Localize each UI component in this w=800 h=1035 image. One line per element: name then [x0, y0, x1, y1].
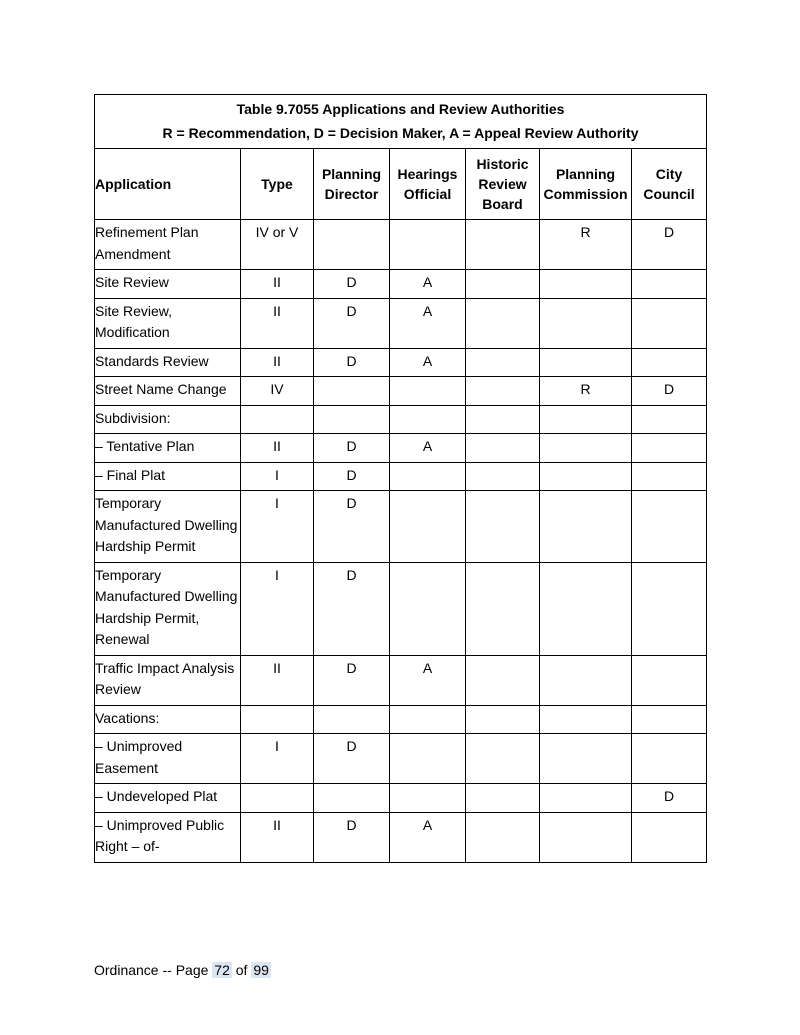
application-cell: Site Review, Modification [95, 298, 241, 348]
table-row [95, 270, 707, 299]
application-cell: – Unimproved Public Right – of- [95, 812, 241, 862]
hearings-official-cell [390, 220, 466, 270]
type-cell: II [241, 434, 314, 463]
historic-review-board-cell [466, 298, 540, 348]
planning-director-cell: D [314, 562, 390, 655]
type-cell: II [241, 655, 314, 705]
planning-director-cell: D [314, 812, 390, 862]
application-cell: Site Review [95, 270, 241, 299]
city-council-cell [632, 298, 707, 348]
historic-review-board-cell [466, 655, 540, 705]
planning-commission-cell [540, 462, 632, 491]
type-cell: I [241, 491, 314, 563]
historic-review-board-cell [466, 348, 540, 377]
city-council-cell [632, 562, 707, 655]
table-body [95, 220, 707, 863]
type-cell [241, 784, 314, 813]
type-cell: II [241, 270, 314, 299]
planning-commission-cell [540, 298, 632, 348]
current-page-number: 72 [214, 962, 230, 978]
city-council-cell [632, 405, 707, 434]
application-cell: – Final Plat [95, 462, 241, 491]
historic-review-board-cell [466, 562, 540, 655]
table-row [95, 434, 707, 463]
historic-review-board-cell [466, 270, 540, 299]
hearings-official-cell: A [390, 270, 466, 299]
header-type: Type [241, 149, 314, 220]
hearings-official-cell [390, 705, 466, 734]
planning-director-cell: D [314, 270, 390, 299]
type-cell: I [241, 462, 314, 491]
column-header-row [95, 149, 707, 220]
type-cell: II [241, 348, 314, 377]
table-row [95, 655, 707, 705]
table-row [95, 298, 707, 348]
application-cell: Traffic Impact Analysis Review [95, 655, 241, 705]
planning-director-cell: D [314, 348, 390, 377]
planning-commission-cell: R [540, 377, 632, 406]
city-council-cell: D [632, 220, 707, 270]
historic-review-board-cell [466, 784, 540, 813]
planning-commission-cell [540, 434, 632, 463]
city-council-cell [632, 348, 707, 377]
city-council-cell: D [632, 377, 707, 406]
city-council-cell [632, 734, 707, 784]
historic-review-board-cell [466, 377, 540, 406]
planning-commission-cell [540, 491, 632, 563]
application-cell: Vacations: [95, 705, 241, 734]
planning-director-cell [314, 377, 390, 406]
header-planning-commission: Planning Commission [540, 149, 632, 220]
planning-director-cell: D [314, 462, 390, 491]
historic-review-board-cell [466, 405, 540, 434]
planning-director-cell: D [314, 734, 390, 784]
city-council-cell [632, 434, 707, 463]
header-planning-director: Planning Director [314, 149, 390, 220]
planning-commission-cell [540, 405, 632, 434]
table-row [95, 562, 707, 655]
table-row [95, 405, 707, 434]
historic-review-board-cell [466, 491, 540, 563]
planning-commission-cell [540, 655, 632, 705]
type-cell: IV or V [241, 220, 314, 270]
hearings-official-cell: A [390, 348, 466, 377]
planning-director-cell: D [314, 434, 390, 463]
hearings-official-cell: A [390, 655, 466, 705]
planning-commission-cell [540, 784, 632, 813]
historic-review-board-cell [466, 434, 540, 463]
planning-director-cell [314, 405, 390, 434]
city-council-cell [632, 655, 707, 705]
city-council-cell [632, 812, 707, 862]
page-footer [94, 962, 271, 978]
header-city-council: City Council [632, 149, 707, 220]
header-historic-review-board: Historic Review Board [466, 149, 540, 220]
review-authorities-table [94, 94, 707, 863]
historic-review-board-cell [466, 812, 540, 862]
planning-director-cell: D [314, 298, 390, 348]
type-cell: IV [241, 377, 314, 406]
type-cell [241, 405, 314, 434]
hearings-official-cell [390, 491, 466, 563]
hearings-official-cell: A [390, 812, 466, 862]
table-row [95, 377, 707, 406]
hearings-official-cell [390, 784, 466, 813]
total-page-count: 99 [253, 962, 269, 978]
application-cell: – Tentative Plan [95, 434, 241, 463]
city-council-cell [632, 270, 707, 299]
historic-review-board-cell [466, 220, 540, 270]
planning-director-cell: D [314, 491, 390, 563]
historic-review-board-cell [466, 462, 540, 491]
historic-review-board-cell [466, 705, 540, 734]
hearings-official-cell: A [390, 434, 466, 463]
table-row [95, 784, 707, 813]
planning-director-cell: D [314, 655, 390, 705]
table-row [95, 220, 707, 270]
planning-commission-cell [540, 348, 632, 377]
application-cell: Refinement Plan Amendment [95, 220, 241, 270]
city-council-cell [632, 705, 707, 734]
planning-commission-cell [540, 812, 632, 862]
type-cell: I [241, 562, 314, 655]
type-cell [241, 705, 314, 734]
city-council-cell: D [632, 784, 707, 813]
city-council-cell [632, 462, 707, 491]
hearings-official-cell [390, 462, 466, 491]
table-row [95, 705, 707, 734]
planning-commission-cell [540, 270, 632, 299]
header-hearings-official: Hearings Official [390, 149, 466, 220]
footer-of: of [235, 962, 248, 978]
table-row [95, 734, 707, 784]
hearings-official-cell [390, 562, 466, 655]
hearings-official-cell: A [390, 298, 466, 348]
application-cell: – Undeveloped Plat [95, 784, 241, 813]
footer-prefix: Ordinance -- Page [94, 962, 209, 978]
planning-commission-cell [540, 562, 632, 655]
table-row [95, 491, 707, 563]
table-row [95, 348, 707, 377]
application-cell: Standards Review [95, 348, 241, 377]
hearings-official-cell [390, 734, 466, 784]
city-council-cell [632, 491, 707, 563]
type-cell: II [241, 298, 314, 348]
type-cell: I [241, 734, 314, 784]
planning-commission-cell [540, 734, 632, 784]
historic-review-board-cell [466, 734, 540, 784]
application-cell: – Unimproved Easement [95, 734, 241, 784]
planning-commission-cell [540, 705, 632, 734]
table-title [95, 95, 707, 149]
application-cell: Temporary Manufactured Dwelling Hardship Permit [95, 491, 241, 563]
planning-director-cell [314, 220, 390, 270]
table-title-line-2: R = Recommendation, D = Decision Maker, A = Appeal Review Authority [162, 125, 639, 141]
table-row [95, 462, 707, 491]
hearings-official-cell [390, 405, 466, 434]
planning-director-cell [314, 784, 390, 813]
type-cell: II [241, 812, 314, 862]
application-cell: Subdivision: [95, 405, 241, 434]
hearings-official-cell [390, 377, 466, 406]
table-title-line-1: Table 9.7055 Applications and Review Authorities [236, 101, 565, 117]
application-cell: Temporary Manufactured Dwelling Hardship Permit, Renewal [95, 562, 241, 655]
planning-commission-cell: R [540, 220, 632, 270]
application-cell: Street Name Change [95, 377, 241, 406]
header-application: Application [95, 149, 241, 220]
table-row [95, 812, 707, 862]
planning-director-cell [314, 705, 390, 734]
